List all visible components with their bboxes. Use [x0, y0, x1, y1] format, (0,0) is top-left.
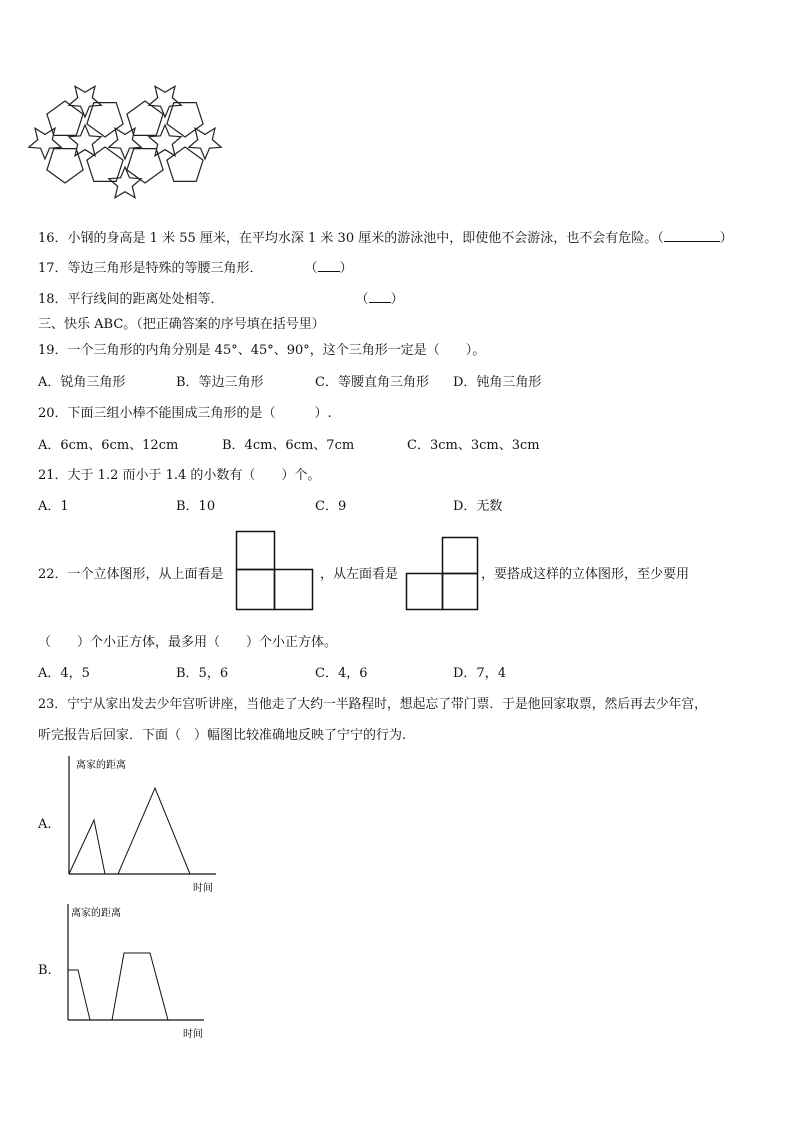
tiling-star [149, 86, 181, 117]
question-19-text: 19．一个三角形的内角分别是 45°、45°、90°，这个三角形一定是（ ）。 [38, 343, 486, 358]
section-3-heading: 三、快乐 ABC。（把正确答案的序号填在括号里） [38, 317, 325, 332]
question-22-part1: 22．一个立体图形，从上面看是 [38, 567, 224, 582]
question-21-text: 21．大于 1.2 而小于 1.4 的小数有（ ）个。 [38, 468, 321, 483]
question-23-line1: 23．宁宁从家出发去少年宫听讲座，当他走了大约一半路程时，想起忘了带门票．于是他回家取票，然后再去少年宫， [38, 697, 707, 712]
question-16 [38, 229, 733, 248]
tiling-star [69, 86, 101, 117]
question-20-text: 20．下面三组小棒不能围成三角形的是（ ）. [38, 406, 332, 421]
q19-option-b: B．等边三角形 [176, 375, 264, 390]
question-18 [38, 290, 404, 309]
graph-b [60, 900, 220, 1040]
graph-b-label: B. [38, 963, 52, 978]
graph-b-line [68, 953, 168, 1020]
q22-option-b: B．5，6 [176, 666, 229, 681]
question-22-line2: （ ）个小正方体，最多用（ ）个小正方体。 [38, 635, 338, 650]
question-22-part2: ，从左面看是 [320, 567, 399, 582]
tiling-pattern [29, 86, 221, 198]
tiling-pentagon [87, 147, 123, 181]
q20-option-c: C．3cm、3cm、3cm [407, 438, 540, 453]
left-view-square-bottom-left [407, 574, 443, 610]
question-22-part3: ，要搭成这样的立体图形，至少要用 [481, 567, 690, 582]
top-view-figure [236, 531, 316, 611]
top-view-square-bottom-left [237, 570, 275, 610]
tiling-star [109, 128, 141, 159]
q22-option-c: C．4，6 [315, 666, 368, 681]
graph-a-xlabel: 时间 [193, 883, 213, 894]
tiling-pentagon [167, 147, 203, 181]
question-17 [38, 259, 353, 278]
question-16-text: 16．小钢的身高是 1 米 55 厘米，在平均水深 1 米 30 厘米的游泳池中，即使他不会游泳，也不会有危险。（ [38, 231, 664, 246]
q21-option-d: D．无数 [453, 499, 503, 514]
question-18-close: ） [390, 292, 404, 307]
question-17-close: ） [339, 261, 353, 276]
question-17-text: 17．等边三角形是特殊的等腰三角形． [38, 261, 263, 276]
q21-option-c: C．9 [315, 499, 347, 514]
question-16-close: ） [719, 231, 733, 246]
question-18-open: （ [355, 292, 369, 307]
tiling-star [189, 128, 221, 159]
answer-blank-17 [318, 259, 340, 272]
q19-option-d: D．钝角三角形 [453, 375, 542, 390]
pentagon-tiling-figure [45, 92, 215, 202]
question-17-open: （ [304, 261, 318, 276]
tiling-star [69, 125, 101, 156]
top-view-square-top [237, 532, 275, 570]
q20-option-a: A．6cm、6cm、12cm [38, 438, 179, 453]
left-view-square-bottom-right [443, 574, 478, 610]
graph-a-label: A. [38, 817, 52, 832]
q21-option-a: A．1 [38, 499, 69, 514]
q20-option-b: B．4cm、6cm、7cm [222, 438, 355, 453]
tiling-star [29, 128, 61, 159]
q22-option-d: D．7，4 [453, 666, 506, 681]
answer-blank-16 [664, 229, 720, 242]
graph-a-line [69, 788, 190, 874]
tiling-pentagon [167, 103, 203, 137]
tiling-star [149, 125, 181, 156]
graph-a-ylabel: 离家的距离 [76, 760, 126, 771]
graph-a [60, 754, 220, 894]
tiling-star [109, 167, 141, 198]
q19-option-a: A．锐角三角形 [38, 375, 126, 390]
left-view-figure [406, 537, 482, 617]
graph-b-ylabel: 离家的距离 [71, 908, 121, 919]
question-18-text: 18．平行线间的距离处处相等． [38, 292, 224, 307]
tiling-pentagon [87, 103, 123, 137]
graph-b-xlabel: 时间 [183, 1029, 203, 1040]
q21-option-b: B．10 [176, 499, 216, 514]
answer-blank-18 [369, 290, 391, 303]
q19-option-c: C．等腰直角三角形 [315, 375, 429, 390]
q22-option-a: A．4，5 [38, 666, 90, 681]
left-view-square-top [443, 538, 478, 574]
question-23-line2: 听完报告后回家．下面（ ）幅图比较准确地反映了宁宁的行为. [38, 728, 407, 743]
top-view-square-bottom-right [275, 570, 313, 610]
